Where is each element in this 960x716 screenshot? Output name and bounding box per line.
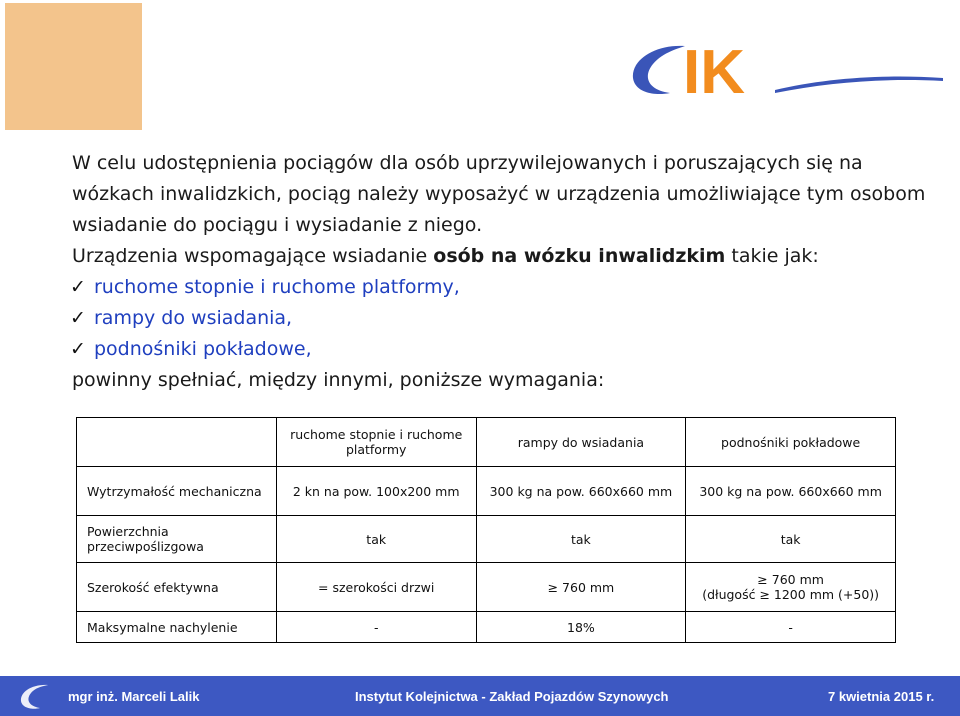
corner-decoration xyxy=(5,3,142,130)
cell-prefix: (długość xyxy=(702,587,760,602)
footer-bar xyxy=(0,676,960,716)
table-cell: tak xyxy=(476,516,686,563)
bullet-text: rampy do wsiadania, xyxy=(94,307,293,329)
table-cell: - xyxy=(276,612,476,643)
logo-text: IK xyxy=(683,38,745,98)
table-cell: 300 kg na pow. 660x660 mm xyxy=(476,467,686,516)
devices-suffix: takie jak: xyxy=(725,245,819,267)
bullet-item xyxy=(72,303,932,334)
bullet-item xyxy=(72,272,932,303)
table-row xyxy=(77,612,896,643)
table-cell: 300 kg na pow. 660x660 mm xyxy=(686,467,896,516)
table-cell: 18% xyxy=(476,612,686,643)
footer-author: mgr inż. Marceli Lalik xyxy=(68,689,200,704)
logo-underline-icon xyxy=(775,77,943,94)
table-cell xyxy=(476,563,686,612)
table-cell: = szerokości drzwi xyxy=(276,563,476,612)
checkmark-icon: ✓ xyxy=(70,276,86,298)
footer-institute: Instytut Kolejnictwa - Zakład Pojazdów Szynowych xyxy=(355,689,669,704)
cell-value: 760 mm xyxy=(562,579,615,595)
table-cell: tak xyxy=(686,516,896,563)
row-label: Powierzchnia przeciwpoślizgowa xyxy=(77,516,277,563)
swoosh-icon xyxy=(18,682,52,710)
closing-line: powinny spełniać, między innymi, poniższe wymagania: xyxy=(72,369,605,391)
table-cell: - xyxy=(686,612,896,643)
cell-value: 760 mm xyxy=(771,572,824,587)
bullet-text: ruchome stopnie i ruchome platformy, xyxy=(94,276,460,298)
table-cell: tak xyxy=(276,516,476,563)
ik-logo xyxy=(625,38,945,98)
table-row xyxy=(77,516,896,563)
cell-value: 1200 mm (+50)) xyxy=(773,587,880,602)
row-label: Maksymalne nachylenie xyxy=(77,612,277,643)
cell-line xyxy=(690,587,891,602)
intro-paragraph: W celu udostępnienia pociągów dla osób uprzywilejowanych i poruszających się na wózkach inwalidzkich, pociąg należy wyposażyć w urządzenia umożliwiające tym osobom wsiadanie do pociągu i wysiadanie z niego. xyxy=(72,152,926,236)
checkmark-icon: ✓ xyxy=(70,338,86,360)
geq-symbol: ≥ xyxy=(547,579,559,595)
devices-bold: osób na wózku inwalidzkim xyxy=(433,245,726,267)
table-cell xyxy=(686,563,896,612)
devices-prefix: Urządzenia wspomagające wsiadanie xyxy=(72,245,434,267)
table-header-cell xyxy=(77,418,277,467)
row-label: Wytrzymałość mechaniczna xyxy=(77,467,277,516)
bullet-item xyxy=(72,334,932,365)
devices-line xyxy=(72,241,932,272)
table-row xyxy=(77,563,896,612)
body-text xyxy=(72,148,932,396)
table-header-row xyxy=(77,418,896,467)
row-label: Szerokość efektywna xyxy=(77,563,277,612)
logo-swoosh-icon xyxy=(633,46,685,94)
bullet-text: podnośniki pokładowe, xyxy=(94,338,312,360)
cell-line xyxy=(690,572,891,587)
footer-date: 7 kwietnia 2015 r. xyxy=(828,689,935,704)
table-header-cell: rampy do wsiadania xyxy=(476,418,686,467)
checkmark-icon: ✓ xyxy=(70,307,86,329)
geq-symbol: ≥ xyxy=(759,587,770,602)
table-cell: 2 kn na pow. 100x200 mm xyxy=(276,467,476,516)
requirements-table xyxy=(76,417,896,643)
table-header-cell: ruchome stopnie i ruchome platformy xyxy=(276,418,476,467)
table-row xyxy=(77,467,896,516)
table-header-cell: podnośniki pokładowe xyxy=(686,418,896,467)
geq-symbol: ≥ xyxy=(757,572,768,587)
